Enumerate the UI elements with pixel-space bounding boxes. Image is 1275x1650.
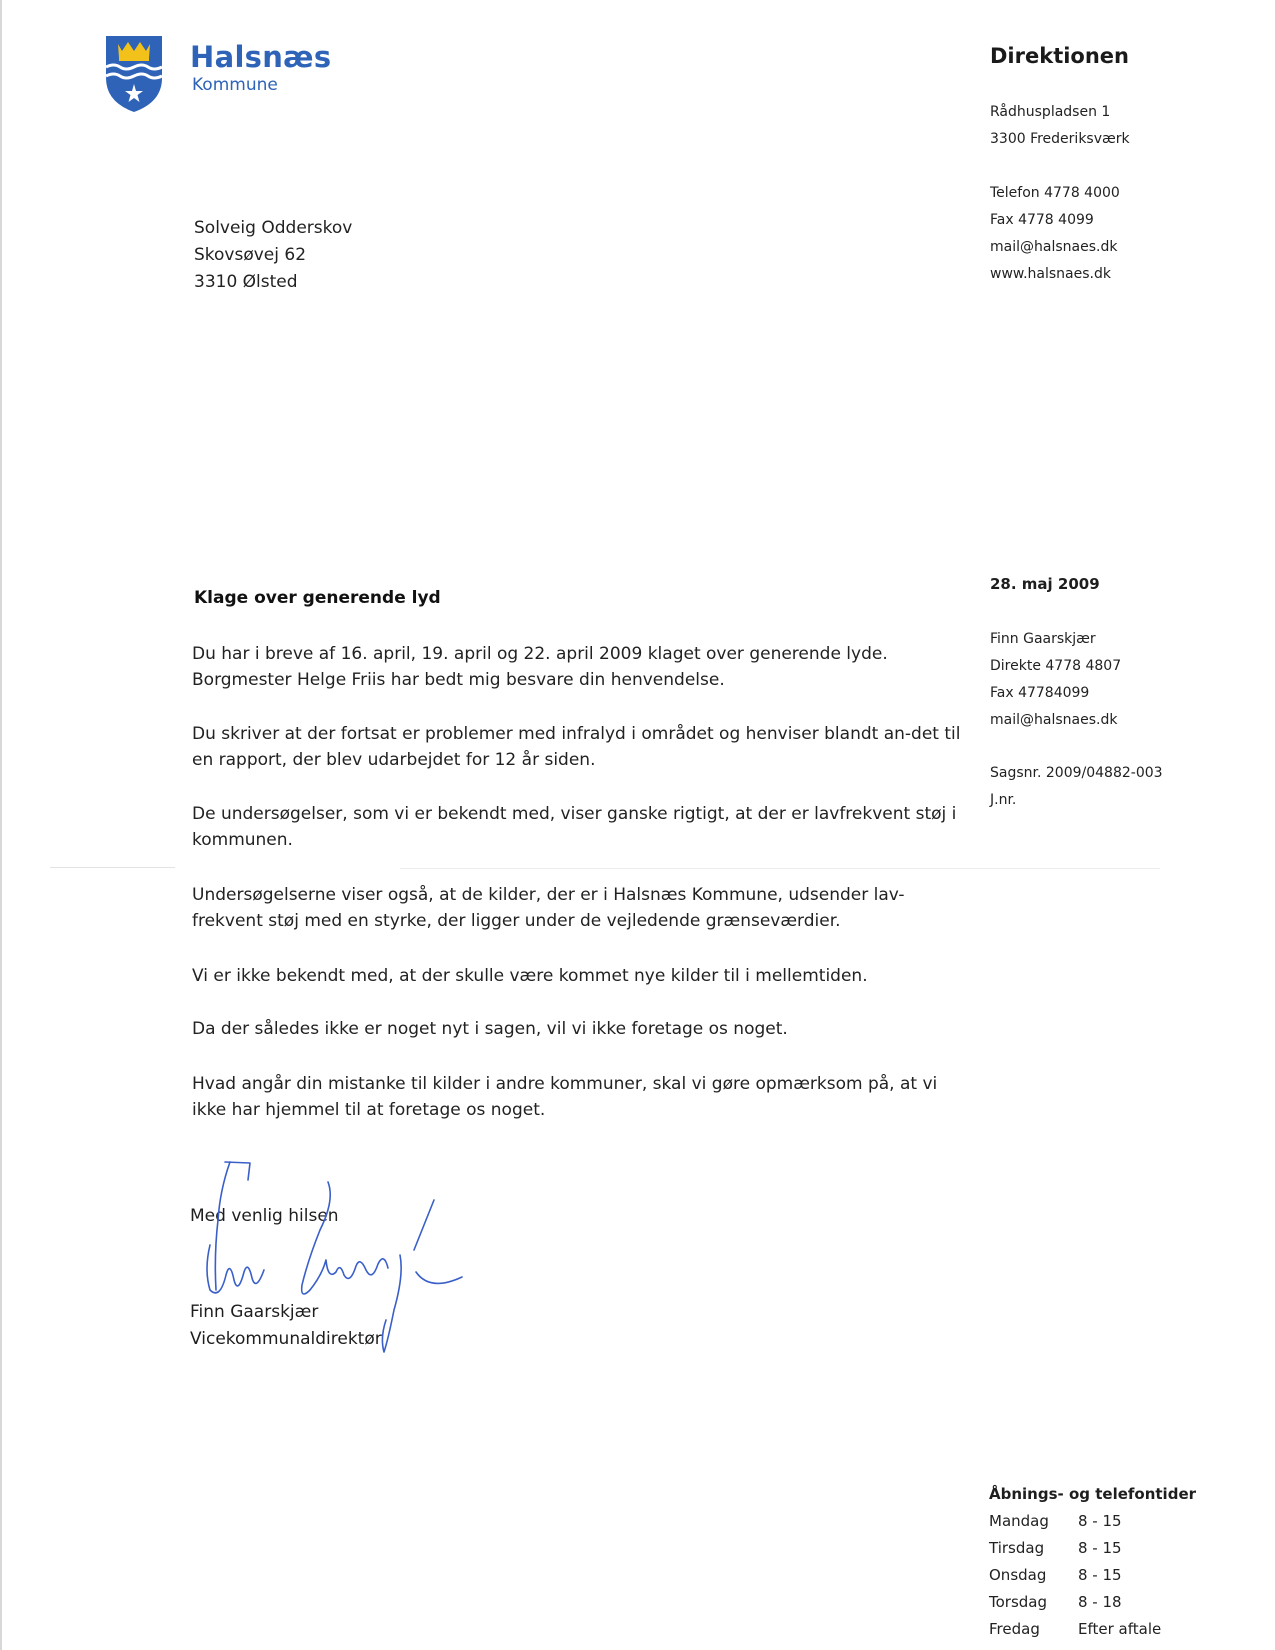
recipient-name: Solveig Odderskov	[194, 218, 353, 238]
body-paragraph: Undersøgelserne viser også, at de kilder, der er i Halsnæs Kommune, udsender lav-frekvent støj med en styrke, der ligger under de vejledende grænseværdier.	[192, 885, 905, 931]
logo-subtitle: Kommune	[192, 75, 278, 95]
hours-time: 8 - 15	[1078, 1566, 1122, 1584]
phone-number: Telefon 4778 4000	[990, 185, 1120, 201]
scan-artifact	[400, 868, 1160, 869]
website-address: www.halsnaes.dk	[990, 266, 1111, 282]
body-paragraph: Du skriver at der fortsat er problemer med infralyd i området og henviser blandt an-det til en rapport, der blev udarbejdet for 12 år siden.	[192, 724, 961, 770]
scan-edge	[0, 0, 2, 1650]
hours-time: Efter aftale	[1078, 1620, 1162, 1638]
address-line: 3300 Frederiksværk	[990, 131, 1130, 147]
body-paragraph: Du har i breve af 16. april, 19. april og 22. april 2009 klaget over generende lyde. Borgmester Helge Friis har bedt mig besvare din henvendelse.	[192, 644, 888, 690]
hours-time: 8 - 15	[1078, 1539, 1122, 1557]
body-paragraph: De undersøgelser, som vi er bekendt med, viser ganske rigtigt, at der er lavfrekvent støj i kommunen.	[192, 804, 957, 850]
scan-artifact	[50, 867, 175, 868]
body-paragraph: Hvad angår din mistanke til kilder i andre kommuner, skal vi gøre opmærksom på, at vi ikke har hjemmel til at foretage os noget.	[192, 1074, 938, 1120]
logo-name: Halsnæs	[190, 40, 332, 74]
hours-day: Torsdag	[989, 1593, 1048, 1611]
closing-greeting: Med venlig hilsen	[190, 1206, 339, 1226]
fax-number: Fax 4778 4099	[990, 212, 1094, 228]
hours-time: 8 - 18	[1078, 1593, 1122, 1611]
halsnaes-crest-icon	[104, 34, 164, 114]
letter-date: 28. maj 2009	[990, 575, 1100, 593]
body-paragraph: Da der således ikke er noget nyt i sagen, vil vi ikke foretage os noget.	[192, 1019, 788, 1039]
hours-time: 8 - 15	[1078, 1512, 1122, 1530]
letter-subject: Klage over generende lyd	[194, 588, 441, 608]
contact-fax: Fax 47784099	[990, 685, 1090, 701]
journal-number: J.nr.	[990, 792, 1017, 808]
body-paragraph: Vi er ikke bekendt med, at der skulle være kommet nye kilder til i mellemtiden.	[192, 966, 868, 986]
contact-name: Finn Gaarskjær	[990, 631, 1096, 647]
opening-hours-title: Åbnings- og telefontider	[989, 1485, 1197, 1503]
signer-title: Vicekommunaldirektør	[190, 1329, 382, 1349]
contact-email: mail@halsnaes.dk	[990, 712, 1118, 728]
hours-day: Tirsdag	[989, 1539, 1045, 1557]
department-title: Direktionen	[990, 44, 1130, 68]
recipient-city: 3310 Ølsted	[194, 272, 298, 292]
direct-phone: Direkte 4778 4807	[990, 658, 1122, 674]
recipient-street: Skovsøvej 62	[194, 245, 307, 265]
email-address: mail@halsnaes.dk	[990, 239, 1118, 255]
hours-day: Onsdag	[989, 1566, 1047, 1584]
address-line: Rådhuspladsen 1	[990, 104, 1111, 120]
signer-name: Finn Gaarskjær	[190, 1302, 319, 1322]
hours-day: Mandag	[989, 1512, 1049, 1530]
hours-day: Fredag	[989, 1620, 1040, 1638]
case-number: Sagsnr. 2009/04882-003	[990, 765, 1163, 781]
